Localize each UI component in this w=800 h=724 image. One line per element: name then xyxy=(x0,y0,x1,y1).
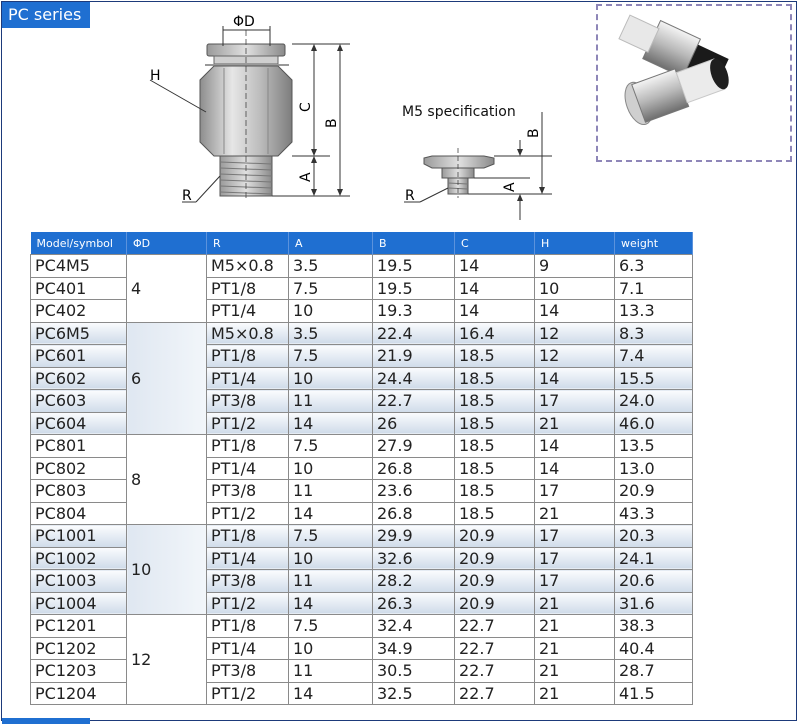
dim-C-label: C xyxy=(298,102,314,112)
cell-C: 18.5 xyxy=(455,345,535,368)
cell-H: 21 xyxy=(535,660,615,683)
cell-model: PC6M5 xyxy=(31,322,127,345)
col-header-model: Model/symbol xyxy=(31,232,127,255)
cell-H: 17 xyxy=(535,390,615,413)
cell-model: PC1203 xyxy=(31,660,127,683)
cell-H: 12 xyxy=(535,322,615,345)
cell-C: 18.5 xyxy=(455,502,535,525)
cell-H: 21 xyxy=(535,682,615,705)
series-title: PC series xyxy=(2,2,90,28)
cell-B: 22.4 xyxy=(373,322,455,345)
table-row xyxy=(31,525,693,548)
cell-model: PC1001 xyxy=(31,525,127,548)
cell-A: 10 xyxy=(289,367,373,390)
m5-dim-R-label: R xyxy=(405,188,415,204)
cell-R: PT3/8 xyxy=(207,480,289,503)
table-row xyxy=(31,435,693,458)
cell-A: 11 xyxy=(289,390,373,413)
cell-weight: 20.9 xyxy=(615,480,693,503)
cell-phiD: 8 xyxy=(127,435,207,525)
cell-C: 20.9 xyxy=(455,592,535,615)
cell-H: 21 xyxy=(535,412,615,435)
cell-H: 21 xyxy=(535,615,615,638)
cell-weight: 13.0 xyxy=(615,457,693,480)
cell-C: 14 xyxy=(455,300,535,323)
cell-A: 7.5 xyxy=(289,525,373,548)
cell-A: 14 xyxy=(289,592,373,615)
cell-A: 11 xyxy=(289,480,373,503)
cell-R: PT1/8 xyxy=(207,277,289,300)
cell-H: 21 xyxy=(535,637,615,660)
m5-fitting-view xyxy=(424,148,494,198)
cell-C: 22.7 xyxy=(455,615,535,638)
cell-weight: 7.4 xyxy=(615,345,693,368)
cell-H: 17 xyxy=(535,547,615,570)
cell-model: PC1003 xyxy=(31,570,127,593)
cell-R: PT1/8 xyxy=(207,615,289,638)
cell-H: 9 xyxy=(535,255,615,278)
cell-C: 18.5 xyxy=(455,457,535,480)
m5-spec-label: M5 specification xyxy=(402,104,516,120)
cell-B: 26.3 xyxy=(373,592,455,615)
cell-model: PC801 xyxy=(31,435,127,458)
cell-B: 32.4 xyxy=(373,615,455,638)
cell-model: PC804 xyxy=(31,502,127,525)
col-header-A: A xyxy=(289,232,373,255)
cell-A: 7.5 xyxy=(289,435,373,458)
cell-model: PC1002 xyxy=(31,547,127,570)
cell-B: 22.7 xyxy=(373,390,455,413)
m5-dim-B-label: B xyxy=(526,128,542,138)
col-header-H: H xyxy=(535,232,615,255)
cell-B: 32.5 xyxy=(373,682,455,705)
specification-table xyxy=(30,232,693,705)
col-header-phiD: ΦD xyxy=(127,232,207,255)
cell-R: PT3/8 xyxy=(207,390,289,413)
cell-weight: 13.3 xyxy=(615,300,693,323)
cell-A: 3.5 xyxy=(289,322,373,345)
cell-weight: 6.3 xyxy=(615,255,693,278)
cell-model: PC602 xyxy=(31,367,127,390)
cell-R: PT1/4 xyxy=(207,367,289,390)
cell-phiD: 6 xyxy=(127,322,207,435)
dim-H-label: H xyxy=(150,68,161,84)
cell-C: 18.5 xyxy=(455,412,535,435)
fitting-side-view xyxy=(200,30,292,198)
cell-model: PC603 xyxy=(31,390,127,413)
cell-weight: 20.6 xyxy=(615,570,693,593)
cell-weight: 31.6 xyxy=(615,592,693,615)
cell-H: 14 xyxy=(535,300,615,323)
table-row xyxy=(31,615,693,638)
cell-H: 21 xyxy=(535,502,615,525)
cell-R: PT1/4 xyxy=(207,300,289,323)
cell-model: PC1004 xyxy=(31,592,127,615)
cell-C: 20.9 xyxy=(455,570,535,593)
cell-weight: 24.0 xyxy=(615,390,693,413)
cell-R: PT1/4 xyxy=(207,637,289,660)
cell-model: PC1201 xyxy=(31,615,127,638)
cell-B: 30.5 xyxy=(373,660,455,683)
cell-weight: 28.7 xyxy=(615,660,693,683)
dim-A-label: A xyxy=(298,172,314,182)
cell-model: PC803 xyxy=(31,480,127,503)
cell-C: 22.7 xyxy=(455,637,535,660)
cell-H: 14 xyxy=(535,367,615,390)
table-header-row xyxy=(31,232,693,255)
cell-weight: 38.3 xyxy=(615,615,693,638)
cell-C: 18.5 xyxy=(455,480,535,503)
cell-H: 21 xyxy=(535,592,615,615)
cell-B: 26 xyxy=(373,412,455,435)
cell-phiD: 4 xyxy=(127,255,207,323)
cell-A: 10 xyxy=(289,547,373,570)
cell-B: 19.5 xyxy=(373,277,455,300)
cell-C: 20.9 xyxy=(455,547,535,570)
cell-R: PT1/2 xyxy=(207,682,289,705)
cell-model: PC601 xyxy=(31,345,127,368)
cell-weight: 46.0 xyxy=(615,412,693,435)
cell-H: 17 xyxy=(535,525,615,548)
col-header-R: R xyxy=(207,232,289,255)
cell-R: PT1/8 xyxy=(207,345,289,368)
cell-model: PC401 xyxy=(31,277,127,300)
cell-weight: 15.5 xyxy=(615,367,693,390)
cell-A: 14 xyxy=(289,412,373,435)
cell-C: 14 xyxy=(455,255,535,278)
dim-phiD-label: ΦD xyxy=(233,14,255,30)
cell-C: 14 xyxy=(455,277,535,300)
cell-B: 24.4 xyxy=(373,367,455,390)
cell-weight: 8.3 xyxy=(615,322,693,345)
cell-H: 14 xyxy=(535,457,615,480)
cell-B: 26.8 xyxy=(373,502,455,525)
cell-B: 29.9 xyxy=(373,525,455,548)
m5-dim-A-label: A xyxy=(502,182,518,192)
cell-model: PC402 xyxy=(31,300,127,323)
cell-B: 28.2 xyxy=(373,570,455,593)
cell-B: 27.9 xyxy=(373,435,455,458)
cell-R: PT1/2 xyxy=(207,502,289,525)
cell-phiD: 12 xyxy=(127,615,207,705)
cell-R: PT1/4 xyxy=(207,457,289,480)
cell-C: 18.5 xyxy=(455,390,535,413)
cell-R: PT1/8 xyxy=(207,525,289,548)
cell-weight: 20.3 xyxy=(615,525,693,548)
cell-B: 19.3 xyxy=(373,300,455,323)
cell-phiD: 10 xyxy=(127,525,207,615)
cell-R: PT1/8 xyxy=(207,435,289,458)
cell-weight: 24.1 xyxy=(615,547,693,570)
cell-R: PT1/2 xyxy=(207,592,289,615)
cell-A: 10 xyxy=(289,637,373,660)
cell-C: 16.4 xyxy=(455,322,535,345)
cell-B: 32.6 xyxy=(373,547,455,570)
cell-weight: 43.3 xyxy=(615,502,693,525)
cell-A: 7.5 xyxy=(289,277,373,300)
col-header-weight: weight xyxy=(615,232,693,255)
cell-H: 17 xyxy=(535,480,615,503)
table-row xyxy=(31,322,693,345)
cell-C: 20.9 xyxy=(455,525,535,548)
bottom-accent-bar xyxy=(2,718,90,724)
cell-C: 22.7 xyxy=(455,682,535,705)
cell-H: 12 xyxy=(535,345,615,368)
cell-R: PT1/2 xyxy=(207,412,289,435)
cell-R: PT3/8 xyxy=(207,660,289,683)
cell-model: PC1202 xyxy=(31,637,127,660)
table-row xyxy=(31,255,693,278)
col-header-B: B xyxy=(373,232,455,255)
cell-C: 18.5 xyxy=(455,367,535,390)
cell-A: 14 xyxy=(289,682,373,705)
cell-B: 26.8 xyxy=(373,457,455,480)
cell-R: PT3/8 xyxy=(207,570,289,593)
dim-B-label: B xyxy=(324,118,340,128)
cell-model: PC802 xyxy=(31,457,127,480)
dim-R-label: R xyxy=(182,188,192,204)
product-photo-frame xyxy=(596,4,792,162)
cell-A: 7.5 xyxy=(289,615,373,638)
cell-A: 7.5 xyxy=(289,345,373,368)
product-photo xyxy=(598,6,790,160)
cell-H: 17 xyxy=(535,570,615,593)
cell-weight: 13.5 xyxy=(615,435,693,458)
col-header-C: C xyxy=(455,232,535,255)
cell-B: 23.6 xyxy=(373,480,455,503)
cell-B: 21.9 xyxy=(373,345,455,368)
cell-B: 19.5 xyxy=(373,255,455,278)
cell-R: PT1/4 xyxy=(207,547,289,570)
cell-weight: 7.1 xyxy=(615,277,693,300)
cell-weight: 41.5 xyxy=(615,682,693,705)
cell-model: PC604 xyxy=(31,412,127,435)
cell-C: 22.7 xyxy=(455,660,535,683)
cell-A: 3.5 xyxy=(289,255,373,278)
cell-A: 11 xyxy=(289,570,373,593)
cell-R: M5×0.8 xyxy=(207,255,289,278)
cell-model: PC1204 xyxy=(31,682,127,705)
cell-R: M5×0.8 xyxy=(207,322,289,345)
cell-A: 11 xyxy=(289,660,373,683)
cell-H: 14 xyxy=(535,435,615,458)
cell-B: 34.9 xyxy=(373,637,455,660)
cell-H: 10 xyxy=(535,277,615,300)
cell-C: 18.5 xyxy=(455,435,535,458)
cell-A: 10 xyxy=(289,457,373,480)
cell-A: 10 xyxy=(289,300,373,323)
cell-model: PC4M5 xyxy=(31,255,127,278)
cell-A: 14 xyxy=(289,502,373,525)
cell-weight: 40.4 xyxy=(615,637,693,660)
